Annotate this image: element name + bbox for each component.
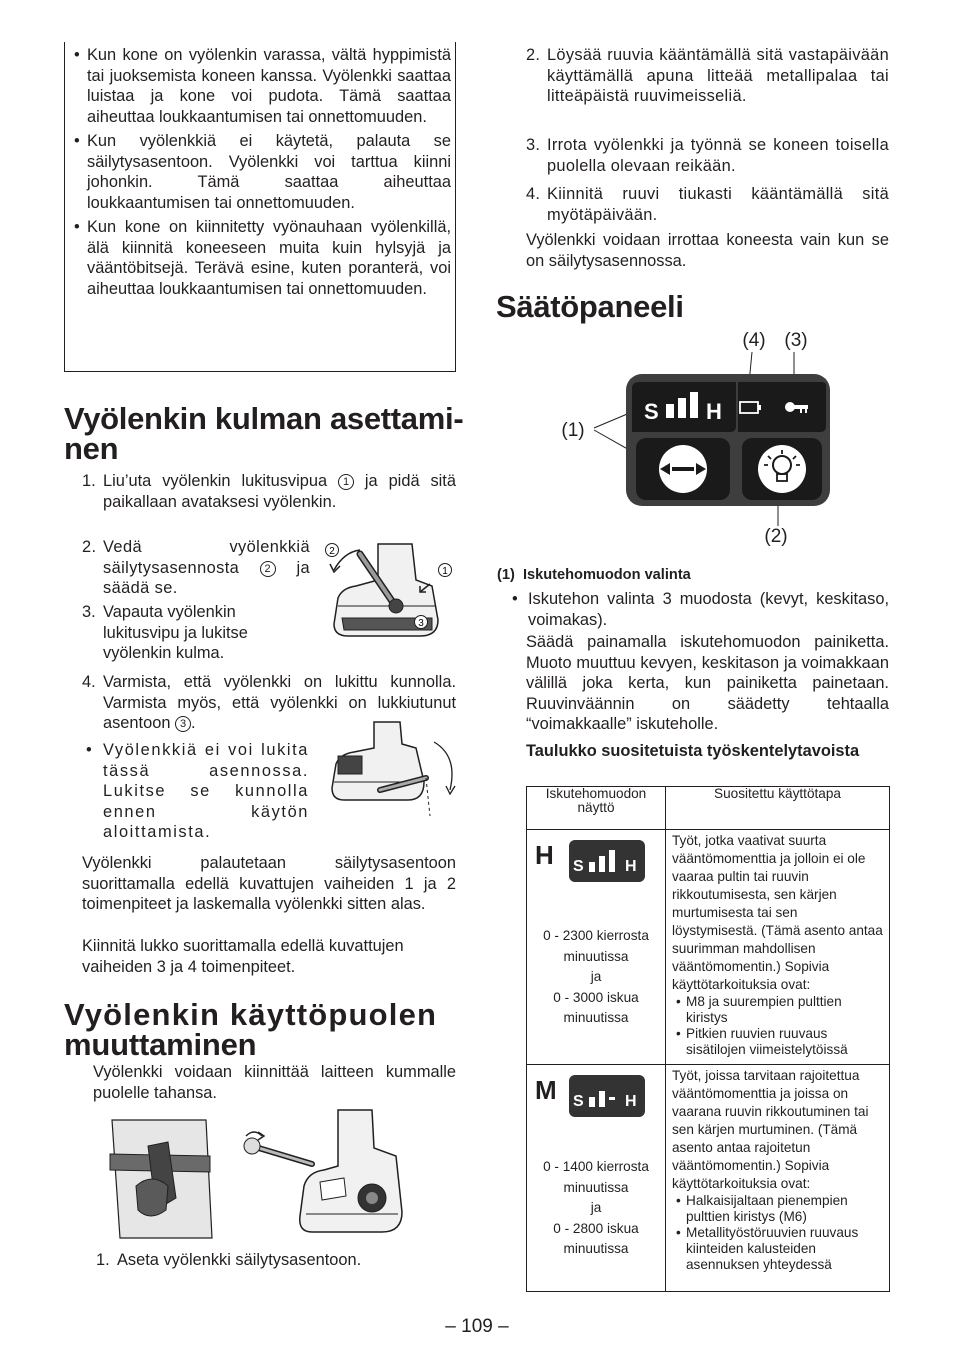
mode-letter: H — [535, 840, 554, 870]
mode-letter: M — [535, 1075, 557, 1105]
table-header-use: Suositettu käyttötapa — [666, 787, 890, 830]
angle-return-paragraph: Vyölenkki palautetaan säilytysasentoon suorittamalla edellä kuvattujen vaiheiden 1 ja 2 toimenpiteet ja laskemalla vyölenkki sitten alas. — [82, 854, 456, 913]
use-item: • Pitkien ruuvien ruuvaus sisätilojen viimeistelytöissä — [672, 1026, 885, 1058]
belt-clip-side-change-figure — [106, 1106, 456, 1244]
callout-1: 1 — [338, 474, 354, 490]
fig-callout-3: 3 — [418, 618, 424, 629]
side-intro: Vyölenkki voidaan kiinnittää laitteen kummalle puolelle tahansa. — [93, 1063, 456, 1102]
table-row: M S H 0 - 1400 kierrosta minuutissa ja 0 - 2800 iskua minuutissa Työt, joissa tarvitaan rajoitettua vääntömomenttia ja joissa on vaarana ruuvin rikkoutuminen tai sen kärjen murtuminen. (Tämä asento antaa rajoitetun vääntömomentin.) Sopivia käyttötarkoituksia ovat: • Halkaisijaltaan pienempien pulttien kiristys (M6) • Metallityöstöruuvien ruuvaus kiinteiden kalusteiden asennuksen yhteydessä — [527, 1065, 890, 1292]
panel-s-letter: S — [644, 399, 659, 424]
use-description: Työt, joissa tarvitaan rajoitettua vääntömomenttia ja joissa on vaarana ruuvin rikkoutuminen tai sen kärjen murtuminen. (Tämä asento antaa rajoitetun vääntömomentin.) Sopivia käyttötarkoituksia ovat: — [672, 1068, 869, 1191]
belt-clip-angle-figure — [320, 540, 460, 640]
belt-clip-unlocked-figure — [330, 720, 460, 820]
page-number: – 109 – — [445, 1316, 509, 1337]
table-header-mode: Iskutehomuodon näyttö — [527, 787, 666, 830]
warning-item: • Kun kone on vyölenkin varassa, vältä hyppimistä tai juoksemista koneen kanssa. Vyölenkki saattaa luistaa ja kone voi pudota. Tämä saattaa aiheuttaa loukkaantumisen tai onnettomuuden. — [73, 45, 451, 127]
label-3: (3) — [784, 330, 808, 351]
svg-text:S: S — [573, 858, 584, 875]
panel-section-title: Säätöpaneeli — [496, 289, 684, 324]
svg-text:H: H — [625, 858, 637, 875]
fig-callout-1: 1 — [442, 566, 448, 577]
warning-item: • Kun kone on kiinnitetty vyönauhaan vyölenkillä, älä kiinnitä koneeseen muita kuin hylsyjä ja vääntöbitsejä. Terävä esine, kuten poranterä, voi aiheuttaa loukkaantumisen tai onnettomuuden. — [73, 217, 451, 299]
callout-2: 2 — [260, 561, 276, 577]
table-row: H S H 0 - 2300 kierrosta minuutissa ja 0 - 3000 iskua minuutissa Työt, jotka vaativat suurta vääntömomenttia ja jolloin ei ole vaaraa pultin tai ruuvin rikkoutumisesta, sen kärjen murtumisesta tai sen löystymisestä. (Tämä asento antaa suurimman mahdollisen vääntömomentin.) Sopivia käyttötarkoituksia ovat: • M8 ja suurempien pulttien kiristys • Pitkien ruuvien ruuvaus sisätilojen viimeistelytöissä — [527, 830, 890, 1065]
svg-text:H: H — [625, 1093, 637, 1110]
panel-h-letter: H — [706, 399, 722, 424]
use-item: • Halkaisijaltaan pienempien pulttien kiristys (M6) — [672, 1193, 885, 1225]
impact-paragraph: Säädä painamalla iskutehomuodon painiketta. Muoto muuttuu kevyen, keskitason ja voimakkaan välillä joka kerta, kun painiketta painetaan. Ruuvinväännin on säädetty tehtaalla “voimakkaalle” iskuteholle. — [526, 633, 889, 733]
callout-3: 3 — [175, 716, 191, 732]
angle-lock-paragraph: Kiinnitä lukko suorittamalla edellä kuvattujen vaiheiden 3 ja 4 toimenpiteet. — [82, 937, 404, 976]
angle-section-title: Vyölenkin kulman asettami- nen — [64, 401, 464, 466]
label-1: (1) — [561, 420, 585, 441]
warning-box — [64, 42, 456, 372]
label-4: (4) — [742, 330, 766, 351]
table-title: Taulukko suositetuista työskentelytavoista — [526, 742, 860, 760]
svg-text:S: S — [573, 1093, 584, 1110]
key-lock-icon — [785, 402, 795, 412]
side-detach-paragraph: Vyölenkki voidaan irrottaa koneesta vain kun se on säilytysasennossa. — [526, 231, 889, 270]
mode-h-display-icon — [569, 840, 645, 882]
use-description: Työt, jotka vaativat suurta vääntömomenttia ja jolloin ei ole vaaraa pultin tai ruuvin rikkoutumisesta, sen kärjen murtumisesta tai sen löystymisestä. (Tämä asento antaa suurimman mahdollisen vääntömomentin.) Sopivia käyttötarkoituksia ovat: — [672, 833, 883, 992]
fig-callout-2: 2 — [329, 546, 335, 557]
use-item: • M8 ja suurempien pulttien kiristys — [672, 994, 885, 1026]
recommended-use-table — [526, 786, 890, 1292]
control-panel-figure — [556, 326, 846, 550]
use-item: • Metallityöstöruuvien ruuvaus kiinteiden kalusteiden asennuksen yhteydessä — [672, 1225, 885, 1273]
label-2: (2) — [764, 526, 788, 547]
impact-heading: (1) Iskutehomuodon valinta — [497, 567, 691, 583]
mode-m-display-icon — [569, 1075, 645, 1117]
side-section-title: Vyölenkin käyttöpuolen muuttaminen — [64, 997, 438, 1062]
warning-item: • Kun vyölenkkiä ei käytetä, palauta se säilytysasentoon. Vyölenkki voi tarttua kiinni johonkin. Tämä saattaa aiheuttaa loukkaantumisen tai onnettomuuden. — [73, 131, 451, 213]
